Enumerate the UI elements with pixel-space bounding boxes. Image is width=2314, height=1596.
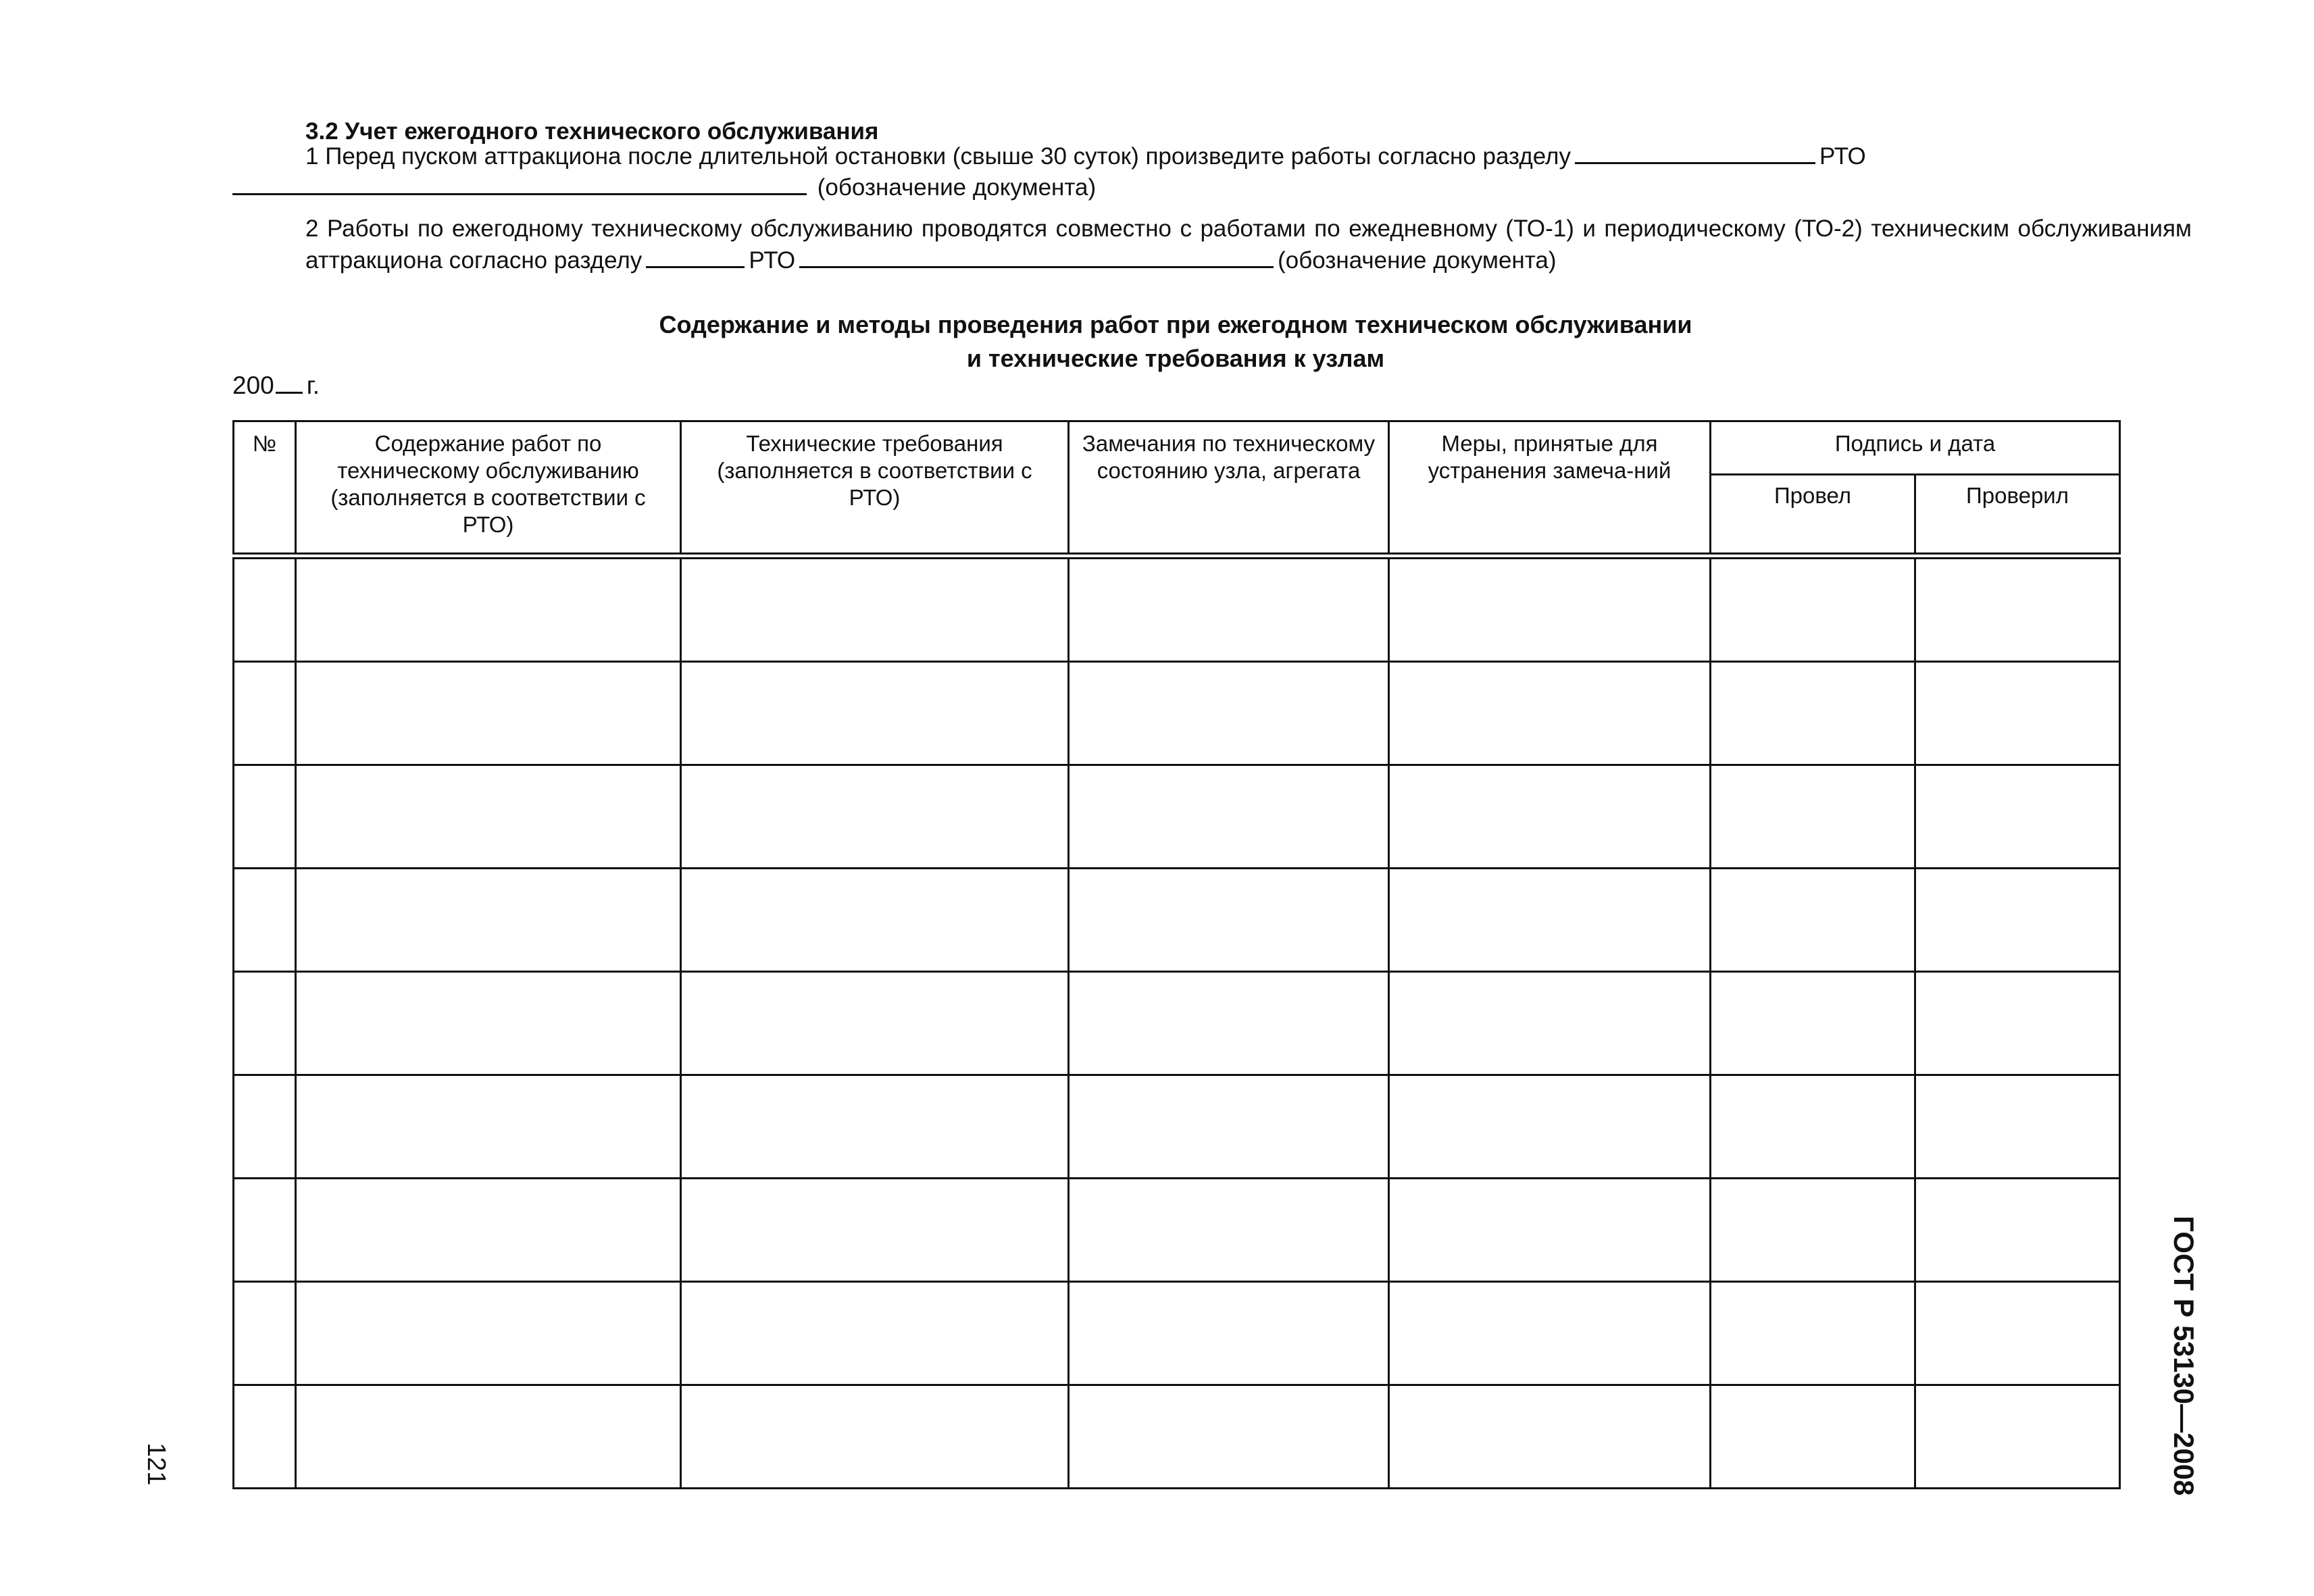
paragraph-1-text: 1 Перед пуском аттракциона после длительной остановки (свыше 30 суток) произведите работы согласно разделу bbox=[305, 143, 1571, 170]
cell-performed[interactable] bbox=[1711, 1282, 1915, 1385]
cell-number[interactable] bbox=[234, 1179, 296, 1282]
cell-checked[interactable] bbox=[1915, 556, 2120, 662]
cell-performed[interactable] bbox=[1711, 1075, 1915, 1179]
table-row bbox=[234, 765, 2120, 869]
paragraph-1 bbox=[232, 140, 2192, 172]
year-prefix: 200 bbox=[232, 371, 274, 399]
table-title-line-2: и технические требования к узлам bbox=[966, 344, 1385, 372]
table-title bbox=[232, 308, 2119, 376]
cell-number[interactable] bbox=[234, 1385, 296, 1489]
cell-technical-requirements[interactable] bbox=[681, 765, 1069, 869]
cell-work-content[interactable] bbox=[296, 972, 681, 1075]
cell-remarks[interactable] bbox=[1069, 869, 1389, 972]
cell-measures[interactable] bbox=[1389, 869, 1711, 972]
cell-checked[interactable] bbox=[1915, 1385, 2120, 1489]
cell-number[interactable] bbox=[234, 869, 296, 972]
paragraph-2 bbox=[232, 213, 2192, 276]
year-field bbox=[232, 370, 320, 400]
cell-technical-requirements[interactable] bbox=[681, 1075, 1069, 1179]
cell-checked[interactable] bbox=[1915, 765, 2120, 869]
cell-work-content[interactable] bbox=[296, 1282, 681, 1385]
cell-number[interactable] bbox=[234, 662, 296, 765]
cell-measures[interactable] bbox=[1389, 972, 1711, 1075]
cell-checked[interactable] bbox=[1915, 1075, 2120, 1179]
cell-work-content[interactable] bbox=[296, 662, 681, 765]
cell-remarks[interactable] bbox=[1069, 556, 1389, 662]
table-row bbox=[234, 662, 2120, 765]
cell-measures[interactable] bbox=[1389, 556, 1711, 662]
cell-performed[interactable] bbox=[1711, 1179, 1915, 1282]
cell-work-content[interactable] bbox=[296, 869, 681, 972]
table-row bbox=[234, 869, 2120, 972]
document-blank-field[interactable] bbox=[232, 172, 807, 195]
header-technical-requirements: Технические требования (заполняется в соответствии с РТО) bbox=[681, 421, 1069, 557]
cell-remarks[interactable] bbox=[1069, 972, 1389, 1075]
standard-code: ГОСТ Р 53130—2008 bbox=[2168, 1216, 2200, 1496]
cell-remarks[interactable] bbox=[1069, 1075, 1389, 1179]
cell-number[interactable] bbox=[234, 972, 296, 1075]
document-blank-field-2[interactable] bbox=[799, 244, 1274, 268]
cell-checked[interactable] bbox=[1915, 972, 2120, 1075]
cell-measures[interactable] bbox=[1389, 1075, 1711, 1179]
cell-measures[interactable] bbox=[1389, 1282, 1711, 1385]
header-number: № bbox=[234, 421, 296, 557]
table-row bbox=[234, 1179, 2120, 1282]
table-body bbox=[234, 556, 2120, 1489]
year-suffix: г. bbox=[306, 371, 320, 399]
cell-technical-requirements[interactable] bbox=[681, 972, 1069, 1075]
header-work-content: Содержание работ по техническому обслуживанию (заполняется в соответствии с РТО) bbox=[296, 421, 681, 557]
header-remarks: Замечания по техническому состоянию узла, агрегата bbox=[1069, 421, 1389, 557]
table-title-line-1: Содержание и методы проведения работ при ежегодном техническом обслуживании bbox=[659, 311, 1692, 338]
cell-work-content[interactable] bbox=[296, 765, 681, 869]
paragraph-2-text: 2 Работы по ежегодному техническому обслуживанию проводятся совместно с работами по ежедневному (ТО-1) и периодическому (ТО-2) техническим обслуживаниям аттракциона согласно разделу bbox=[305, 215, 2192, 274]
page-number: 121 bbox=[142, 1443, 170, 1486]
paragraph-2-doc-note: (обозначение документа) bbox=[1278, 247, 1557, 274]
cell-technical-requirements[interactable] bbox=[681, 662, 1069, 765]
table-row bbox=[234, 556, 2120, 662]
cell-remarks[interactable] bbox=[1069, 662, 1389, 765]
cell-remarks[interactable] bbox=[1069, 1385, 1389, 1489]
cell-number[interactable] bbox=[234, 1075, 296, 1179]
cell-measures[interactable] bbox=[1389, 1179, 1711, 1282]
cell-performed[interactable] bbox=[1711, 972, 1915, 1075]
cell-technical-requirements[interactable] bbox=[681, 556, 1069, 662]
cell-number[interactable] bbox=[234, 765, 296, 869]
cell-work-content[interactable] bbox=[296, 556, 681, 662]
cell-checked[interactable] bbox=[1915, 1282, 2120, 1385]
cell-work-content[interactable] bbox=[296, 1179, 681, 1282]
cell-remarks[interactable] bbox=[1069, 1282, 1389, 1385]
header-signature-date: Подпись и дата bbox=[1711, 421, 2120, 475]
cell-checked[interactable] bbox=[1915, 662, 2120, 765]
cell-technical-requirements[interactable] bbox=[681, 869, 1069, 972]
cell-remarks[interactable] bbox=[1069, 765, 1389, 869]
cell-remarks[interactable] bbox=[1069, 1179, 1389, 1282]
cell-technical-requirements[interactable] bbox=[681, 1282, 1069, 1385]
section-blank-field-2[interactable] bbox=[646, 244, 745, 268]
cell-measures[interactable] bbox=[1389, 662, 1711, 765]
header-checked: Проверил bbox=[1915, 475, 2120, 557]
cell-work-content[interactable] bbox=[296, 1385, 681, 1489]
cell-checked[interactable] bbox=[1915, 869, 2120, 972]
table-row bbox=[234, 972, 2120, 1075]
cell-performed[interactable] bbox=[1711, 556, 1915, 662]
cell-technical-requirements[interactable] bbox=[681, 1385, 1069, 1489]
paragraph-2-rto: РТО bbox=[749, 247, 796, 274]
cell-measures[interactable] bbox=[1389, 1385, 1711, 1489]
table-row bbox=[234, 1282, 2120, 1385]
cell-performed[interactable] bbox=[1711, 765, 1915, 869]
cell-technical-requirements[interactable] bbox=[681, 1179, 1069, 1282]
section-blank-field[interactable] bbox=[1575, 140, 1815, 164]
paragraph-1-rto: РТО bbox=[1819, 143, 1866, 170]
cell-number[interactable] bbox=[234, 1282, 296, 1385]
maintenance-table bbox=[232, 420, 2121, 1489]
header-measures: Меры, принятые для устранения замеча-ний bbox=[1389, 421, 1711, 557]
cell-performed[interactable] bbox=[1711, 869, 1915, 972]
header-performed: Провел bbox=[1711, 475, 1915, 557]
cell-checked[interactable] bbox=[1915, 1179, 2120, 1282]
paragraph-1-line-2 bbox=[232, 172, 2119, 203]
table-row bbox=[234, 1385, 2120, 1489]
table-row bbox=[234, 1075, 2120, 1179]
year-blank-field[interactable] bbox=[276, 370, 303, 394]
cell-performed[interactable] bbox=[1711, 662, 1915, 765]
cell-work-content[interactable] bbox=[296, 1075, 681, 1179]
paragraph-1-doc-note: (обозначение документа) bbox=[817, 174, 1097, 201]
cell-measures[interactable] bbox=[1389, 765, 1711, 869]
cell-performed[interactable] bbox=[1711, 1385, 1915, 1489]
section-heading: 3.2 Учет ежегодного технического обслуживания bbox=[305, 118, 879, 145]
cell-number[interactable] bbox=[234, 556, 296, 662]
